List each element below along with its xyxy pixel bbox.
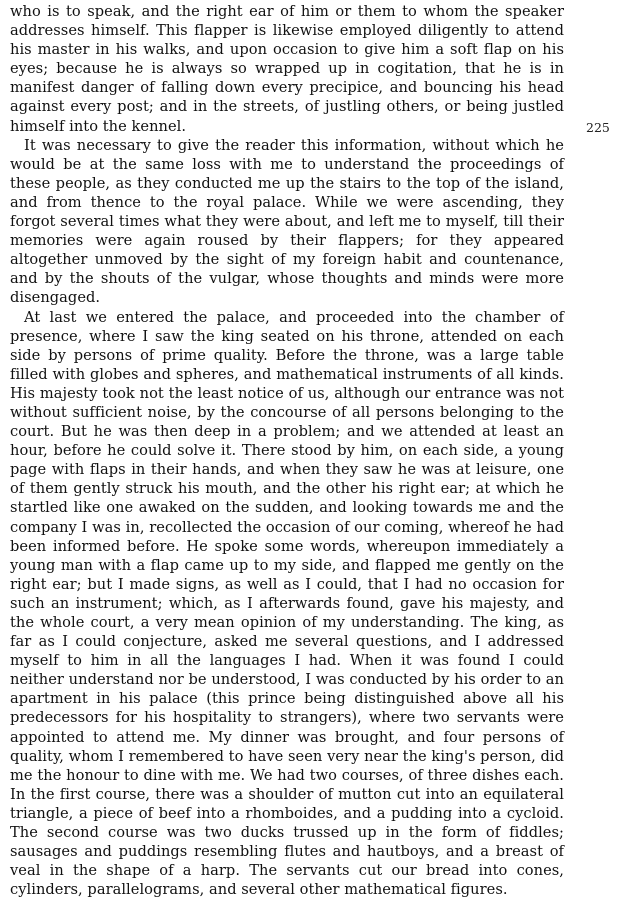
paragraph-continued: who is to speak, and the right ear of him or them to whom the speaker addresses himself. This flapper is likewise employed diligently to attend his master in his walks, and upon occasion to give him a soft flap on his eyes; because he is always so wrapped up in cogitation, that he is in manifest danger of falling down every precipice, and bouncing his head against every post; and in the streets, of justling others, or being justled himself into the kennel. bbox=[10, 2, 564, 136]
body-text bbox=[10, 2, 564, 899]
paragraph: At last we entered the palace, and proceeded into the chamber of presence, where I saw the king seated on his throne, attended on each side by persons of prime quality. Before the throne, was a large table filled with globes and spheres, and mathematical instruments of all kinds. His majesty took not the least notice of us, although our entrance was not without sufficient noise, by the concourse of all persons belonging to the court. But he was then deep in a problem; and we attended at least an hour, before he could solve it. There stood by him, on each side, a young page with flaps in their hands, and when they saw he was at leisure, one of them gently struck his mouth, and the other his right ear; at which he startled like one awaked on the sudden, and looking towards me and the company I was in, recollected the occasion of our coming, whereof he had been informed before. He spoke some words, whereupon immediately a young man with a flap came up to my side, and flapped me gently on the right ear; but I made signs, as well as I could, that I had no occasion for such an instrument; which, as I afterwards found, gave his majesty, and the whole court, a very mean opinion of my understanding. The king, as far as I could conjecture, asked me several questions, and I addressed myself to him in all the languages I had. When it was found I could neither understand nor be understood, I was conducted by his order to an apartment in his palace (this prince being distinguished above all his predecessors for his hospitality to strangers), where two servants were appointed to attend me. My dinner was brought, and four persons of quality, whom I remembered to have seen very near the king's person, did me the honour to dine with me. We had two courses, of three dishes each. In the first course, there was a shoulder of mutton cut into an equilateral triangle, a piece of beef into a rhomboides, and a pudding into a cycloid. The second course was two ducks trussed up in the form of fiddles; sausages and puddings resembling flutes and hautboys, and a breast of veal in the shape of a harp. The servants cut our bread into cones, cylinders, parallelograms, and several other mathematical figures. bbox=[10, 308, 564, 899]
page-number: 225 bbox=[586, 120, 610, 135]
paragraph: It was necessary to give the reader this information, without which he would be at the same loss with me to understand the proceedings of these people, as they conducted me up the stairs to the top of the island, and from thence to the royal palace. While we were ascending, they forgot several times what they were about, and left me to myself, till their memories were again roused by their flappers; for they appeared altogether unmoved by the sight of my foreign habit and countenance, and by the shouts of the vulgar, whose thoughts and minds were more disengaged. bbox=[10, 136, 564, 308]
